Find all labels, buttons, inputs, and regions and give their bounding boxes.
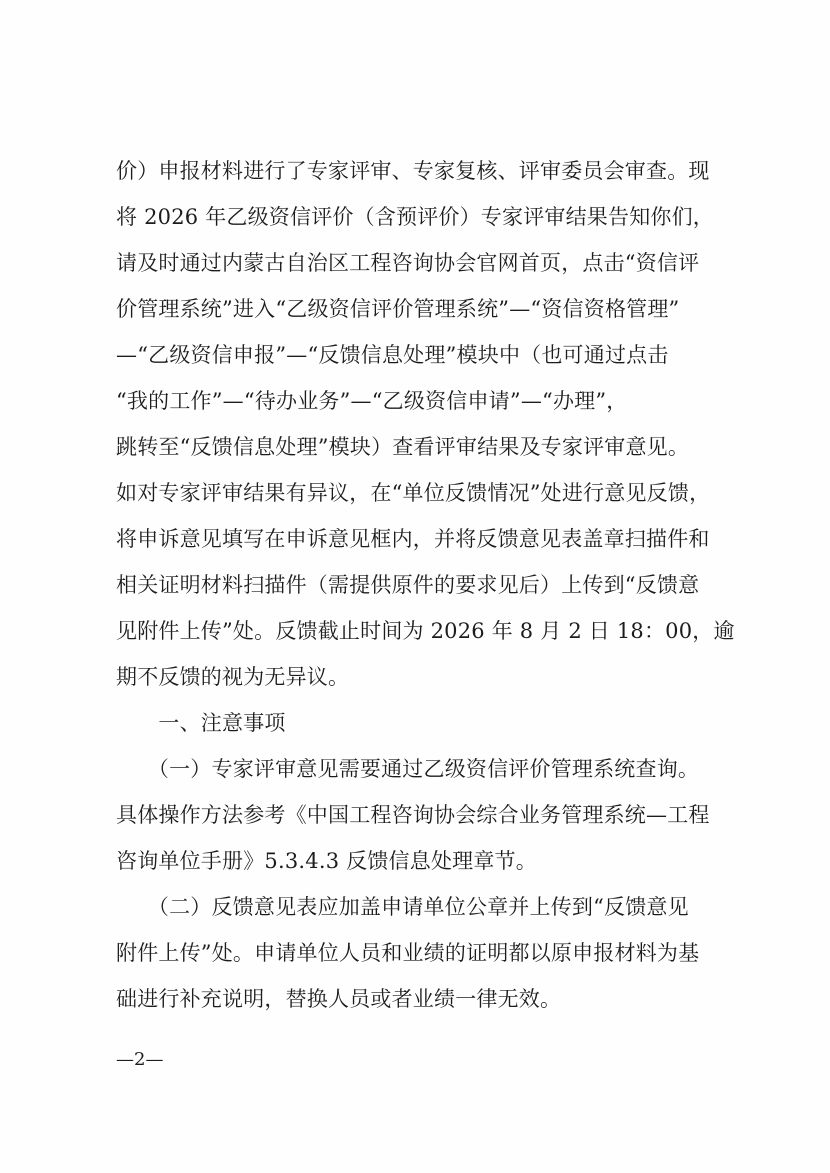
paragraph-line: 价管理系统”进入“乙级资信评价管理系统”—“资信资格管理” <box>116 297 680 321</box>
paragraph-line: （二）反馈意见表应加盖申请单位公章并上传到“反馈意见 <box>116 895 689 919</box>
paragraph-line: 价）申报材料进行了专家评审、专家复核、评审委员会审查。现 <box>116 159 710 183</box>
paragraph-line: 础进行补充说明，替换人员或者业绩一律无效。 <box>116 987 562 1011</box>
paragraph-line: 请及时通过内蒙古自治区工程咨询协会官网首页，点击“资信评 <box>116 251 700 275</box>
paragraph-line: 相关证明材料扫描件（需提供原件的要求见后）上传到“反馈意 <box>116 573 700 597</box>
paragraph-line: 期不反馈的视为无异议。 <box>116 665 350 689</box>
paragraph-line: 咨询单位手册》5.3.4.3 反馈信息处理章节。 <box>116 849 537 873</box>
paragraph-line: （一）专家评审意见需要通过乙级资信评价管理系统查询。 <box>116 757 700 781</box>
paragraph-line: 将 2026 年乙级资信评价（含预评价）专家评审结果告知你们， <box>116 205 714 229</box>
paragraph-line: 如对专家评审结果有异议，在“单位反馈情况”处进行意见反馈， <box>116 481 711 505</box>
paragraph-line: 附件上传”处。申请单位人员和业绩的证明都以原申报材料为基 <box>116 941 700 965</box>
paragraph-line: “我的工作”—“待办业务”—“乙级资信申请”—“办理”， <box>116 389 628 413</box>
paragraph-line: 具体操作方法参考《中国工程咨询协会综合业务管理系统—工程 <box>116 803 710 827</box>
page-number: —2— <box>116 1049 164 1070</box>
paragraph-line: 跳转至“反馈信息处理”模块）查看评审结果及专家评审意见。 <box>116 435 690 459</box>
paragraph-line: 见附件上传”处。反馈截止时间为 2026 年 8 月 2 日 18：00，逾 <box>116 619 735 643</box>
section-heading: 一、注意事项 <box>116 711 286 735</box>
paragraph-line: —“乙级资信申报”—“反馈信息处理”模块中（也可通过点击 <box>116 343 669 367</box>
paragraph-line: 将申诉意见填写在申诉意见框内，并将反馈意见表盖章扫描件和 <box>116 527 710 551</box>
